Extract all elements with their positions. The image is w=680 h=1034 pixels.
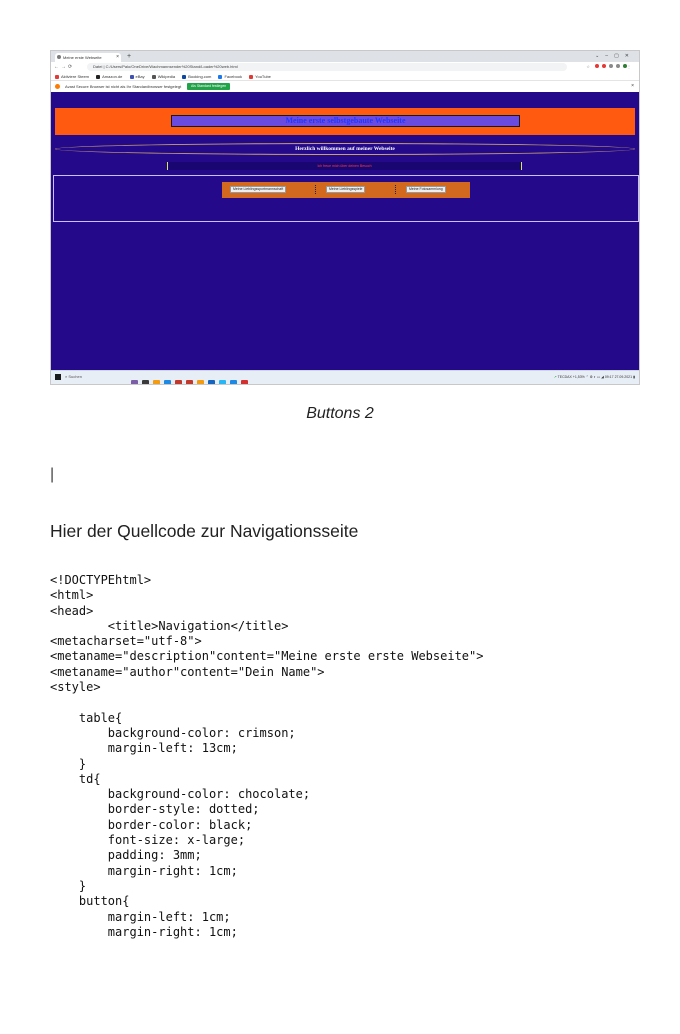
- code-line: <metacharset="utf-8">: [50, 634, 202, 649]
- page-banner: [55, 108, 635, 135]
- set-default-button[interactable]: Als Standard festlegen: [187, 83, 230, 90]
- code-line: }: [50, 756, 87, 771]
- browser-logo-icon: [55, 84, 60, 89]
- source-code-block: [50, 573, 483, 940]
- tab-favicon-icon: [57, 55, 61, 59]
- bookmark-item[interactable]: Booking.com: [182, 72, 211, 81]
- nav-cell: [318, 185, 396, 194]
- tab-title: Meine erste Webseite: [63, 55, 102, 60]
- windows-start-icon[interactable]: [55, 374, 61, 380]
- extension-icons[interactable]: ☆ ⋮: [586, 64, 633, 69]
- code-line: background-color: crimson;: [50, 725, 296, 740]
- nav-cell: [222, 185, 316, 194]
- taskbar-search[interactable]: ⌕ Suchen: [65, 374, 82, 379]
- code-line: border-color: black;: [50, 817, 253, 832]
- text-cursor: |: [50, 466, 55, 483]
- code-line: margin-left: 13cm;: [50, 741, 238, 756]
- window-controls-icon[interactable]: ⌄–▢✕: [595, 53, 635, 59]
- marquee-text: Ich freue mich über deinen Besuch: [167, 162, 522, 170]
- code-line: button{: [50, 894, 130, 909]
- bookmark-item[interactable]: Aktiviere Steem: [55, 72, 89, 81]
- code-line: <html>: [50, 588, 94, 603]
- new-tab-icon[interactable]: +: [127, 53, 132, 60]
- bookmark-item[interactable]: Facebook: [218, 72, 242, 81]
- code-line: <!DOCTYPEhtml>: [50, 573, 152, 587]
- code-line: td{: [50, 771, 101, 786]
- bookmark-item[interactable]: eBay: [130, 72, 145, 81]
- nav-button-spiele[interactable]: Meine Lieblingsspiele: [326, 186, 365, 193]
- taskbar-app-icons[interactable]: [131, 374, 252, 385]
- code-line: margin-right: 1cm;: [50, 924, 238, 939]
- nav-button-fotos[interactable]: Meine Fotosammlung: [406, 186, 446, 193]
- infobar-close-icon[interactable]: ×: [631, 83, 634, 89]
- code-line: <head>: [50, 603, 94, 618]
- navigation-arrows-icon[interactable]: ←→⟳: [54, 64, 75, 70]
- tab-close-icon[interactable]: ×: [116, 54, 119, 60]
- code-line: table{: [50, 710, 123, 725]
- button-table: [222, 182, 470, 198]
- code-line: padding: 3mm;: [50, 848, 202, 863]
- figure-caption: Buttons 2: [306, 405, 374, 422]
- code-line: border-style: dotted;: [50, 802, 260, 817]
- navigation-box: [53, 175, 639, 222]
- bookmark-item[interactable]: Wikipedia: [152, 72, 175, 81]
- welcome-heading: Herzlich willkommen auf meiner Webseite: [295, 146, 395, 152]
- webpage-content: [51, 92, 639, 372]
- browser-screenshot: [50, 50, 640, 385]
- code-line: <style>: [50, 680, 101, 695]
- system-tray[interactable]: ↗ TECDAX +1,53% ⌃ ⚙ ◐ ▭ ◢ 09:17 27.09.2021 ▮: [553, 375, 635, 379]
- code-line: margin-left: 1cm;: [50, 909, 231, 924]
- code-line: margin-right: 1cm;: [50, 863, 238, 878]
- browser-tab[interactable]: [55, 53, 121, 62]
- windows-taskbar: [51, 370, 639, 384]
- bookmark-item[interactable]: YouTube: [249, 72, 271, 81]
- code-line: [50, 695, 483, 710]
- code-line: <metaname="author"content="Dein Name">: [50, 664, 325, 679]
- page-title: Meine erste selbstgebaute Webseite: [171, 115, 520, 127]
- code-line: background-color: chocolate;: [50, 787, 311, 802]
- browser-tab-bar: [51, 51, 639, 62]
- url-field[interactable]: Datei | C:/Users/Palo/OneDrive/Wachmannsender%20Stand/Loader%20web.html: [87, 63, 567, 71]
- section-heading: Hier der Quellcode zur Navigationsseite: [50, 521, 359, 541]
- infobar-text: Avast Secure Browser ist nicht als Ihr Standardbrowser festgelegt: [65, 84, 182, 89]
- nav-cell: [398, 185, 470, 194]
- code-line: }: [50, 878, 87, 893]
- nav-button-sport[interactable]: Meine Lieblingssportmannschaft: [230, 186, 286, 193]
- code-line: <metaname="description"content="Meine erste erste Webseite">: [50, 649, 484, 664]
- code-line: font-size: x-large;: [50, 833, 246, 848]
- code-line: <title>Navigation</title>: [50, 618, 289, 633]
- bookmarks-bar: [51, 72, 639, 81]
- bookmark-item[interactable]: Amazon.de: [96, 72, 122, 81]
